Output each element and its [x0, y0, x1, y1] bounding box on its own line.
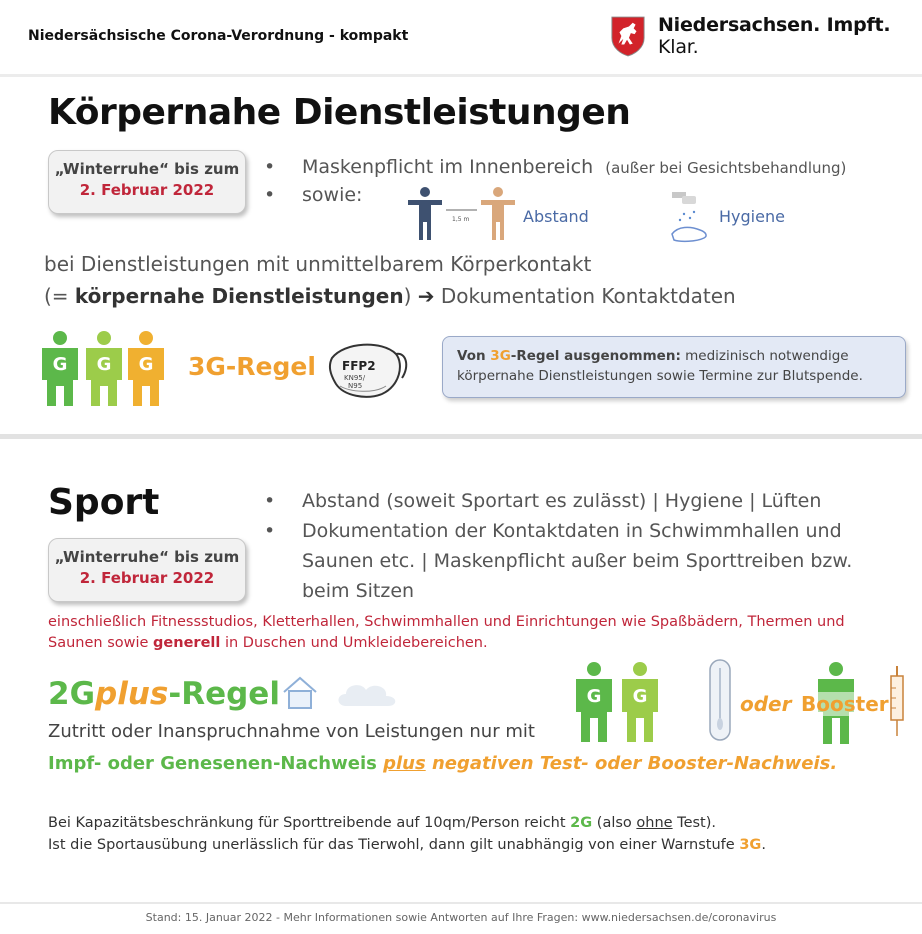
- two-g-plus-rule-label: 2Gplus-Regel: [48, 676, 280, 712]
- sport-capacity-note: Bei Kapazitätsbeschränkung für Sporttreibende auf 10qm/Person reicht 2G (also ohne Test). Ist die Sportausübung unerlässlich für das Tierwohl, dann gilt unabhängig von einer Warnstufe 3G.: [48, 815, 766, 853]
- three-g-figures: [40, 330, 168, 408]
- bullet-abstand-hygiene: • Abstand (soweit Sportart es zulässt) | Hygiene | Lüften: [264, 490, 822, 512]
- section2-title: Sport: [48, 482, 160, 523]
- oder-label: oder: [740, 692, 792, 716]
- access-line: Zutritt oder Inanspruchnahme von Leistungen nur mit: [48, 721, 535, 742]
- g-figure-orange: [128, 331, 164, 406]
- svg-text:FFP2: FFP2: [342, 359, 376, 373]
- test-tube-icon: [706, 658, 734, 744]
- cloud-icon: [334, 678, 400, 710]
- syringe-icon: [886, 664, 908, 740]
- section1-paragraph-line1: bei Dienstleistungen mit unmittelbarem Körperkontakt: [44, 252, 592, 276]
- svg-text:KN95/: KN95/: [344, 374, 366, 382]
- requirement-line: Impf- oder Genesenen-Nachweis plus negativen Test- oder Booster-Nachweis.: [48, 753, 838, 774]
- g-figure-light-green: [86, 331, 122, 406]
- g-figure-light-green: [622, 662, 658, 742]
- niedersachsen-horse-logo: [610, 14, 646, 58]
- svg-text:G: G: [138, 354, 154, 375]
- ffp2-mask-icon: [326, 336, 412, 402]
- section-divider: [0, 434, 922, 439]
- bullet-maskenpflicht: • Maskenpflicht im Innenbereich (außer bei Gesichtsbehandlung): [264, 156, 847, 178]
- svg-text:G: G: [52, 354, 68, 375]
- hygiene-tap-icon: [668, 190, 714, 248]
- section1-paragraph-line2: (= körpernahe Dienstleistungen) ➔ Dokumentation Kontaktdaten: [44, 284, 736, 308]
- abstand-people-icon: [404, 186, 520, 242]
- sport-facilities-note: einschließlich Fitnessstudios, Kletterhallen, Schwimmhallen und Einrichtungen wie Spaßbädern, Thermen und Saunen sowie generell in Duschen und Umkleidebereichen.: [48, 614, 845, 651]
- header-divider: [0, 74, 922, 77]
- three-g-rule-label: 3G-Regel: [188, 352, 316, 381]
- footer-divider: [0, 902, 922, 904]
- footer-text: Stand: 15. Januar 2022 - Mehr Informationen sowie Antworten auf Ihre Fragen: www.niedersachsen.de/coronavirus: [145, 911, 777, 924]
- section2-bullets: [264, 486, 914, 606]
- section1-winterruhe-badge: „Winterruhe“ bis zum 2. Februar 2022: [48, 150, 246, 214]
- header-title: Niedersächsische Corona-Verordnung - kompakt: [28, 28, 409, 44]
- section1-title: Körpernahe Dienstleistungen: [48, 92, 631, 133]
- svg-text:G: G: [586, 686, 602, 707]
- brand-text: Niedersachsen. Impft. Klar.: [657, 14, 891, 58]
- svg-text:G: G: [632, 686, 648, 707]
- house-icon: [280, 674, 320, 710]
- arrow-right-icon: ➔: [417, 284, 435, 308]
- three-g-exemption-box: Von 3G-Regel ausgenommen: medizinisch notwendige körpernahe Dienstleistungen sowie Termine zur Blutspende.: [442, 336, 906, 398]
- g-figure-green: [576, 662, 612, 742]
- section1-bullets: [264, 156, 914, 206]
- bullet-dokumentation: • Dokumentation der Kontaktdaten in Schwimmhallen und Saunen etc. | Maskenpflicht außer beim Sporttreiben bzw. beim Sitzen: [264, 520, 853, 602]
- legend-abstand: Abstand: [523, 207, 589, 226]
- two-g-figures: [574, 660, 664, 744]
- brand: [610, 14, 922, 58]
- svg-text:N95: N95: [348, 382, 363, 390]
- svg-text:1,5 m: 1,5 m: [452, 216, 470, 223]
- svg-text:G: G: [96, 354, 112, 375]
- bullet-sowie: • sowie:: [264, 184, 363, 206]
- legend-hygiene: Hygiene: [719, 207, 785, 226]
- g-figure-green: [42, 331, 78, 406]
- booster-label: Booster: [801, 692, 889, 716]
- section2-winterruhe-badge: „Winterruhe“ bis zum 2. Februar 2022: [48, 538, 246, 602]
